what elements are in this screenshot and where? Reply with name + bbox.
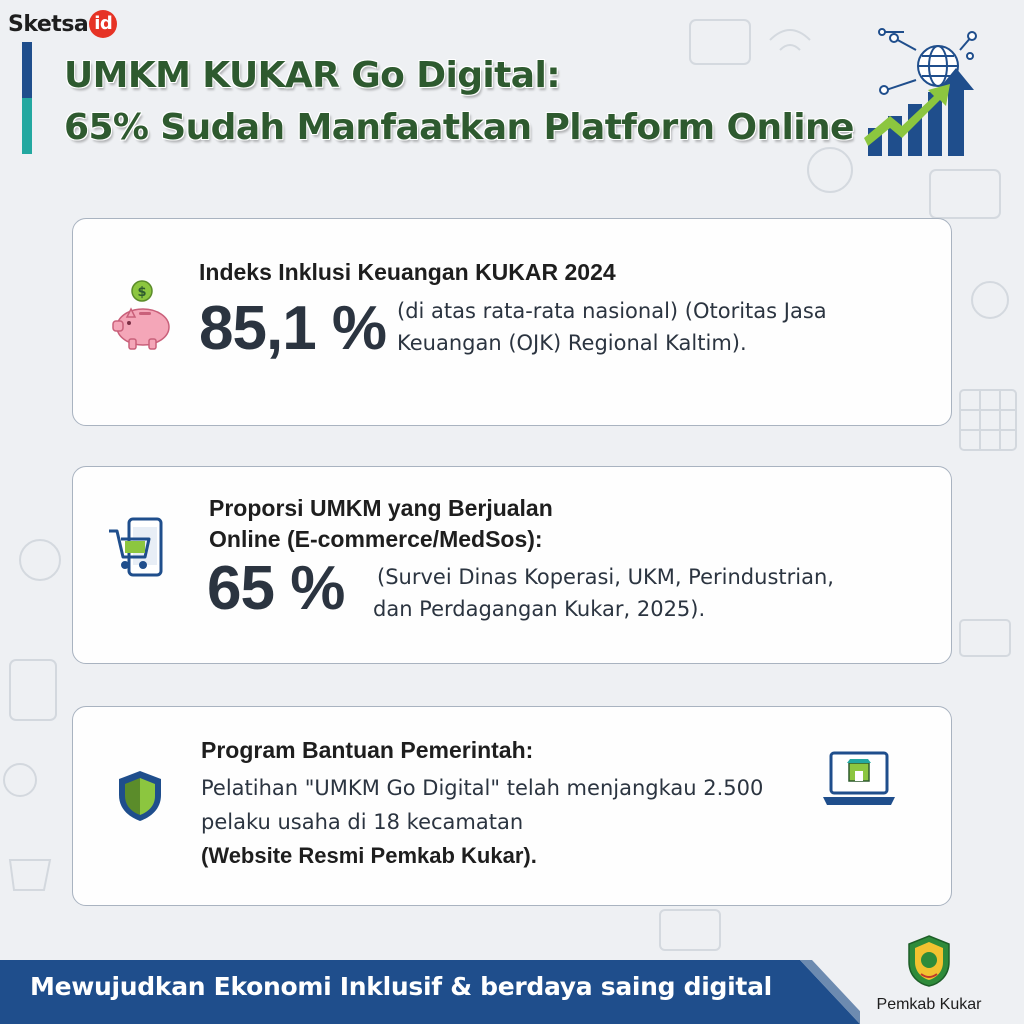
title-line-2: 65% Sudah Manfaatkan Platform Online bbox=[64, 107, 854, 148]
stat-note-line-2: Keuangan (OJK) Regional Kaltim). bbox=[397, 331, 747, 355]
program-line-2: pelaku usaha di 18 kecamatan bbox=[201, 810, 524, 834]
digital-growth-icon bbox=[860, 20, 980, 160]
laptop-store-icon bbox=[821, 751, 897, 809]
mobile-cart-icon bbox=[107, 517, 171, 583]
card-heading-line-1: Proporsi UMKM yang Berjualan bbox=[209, 495, 553, 521]
stat-value: 65 % bbox=[207, 554, 345, 623]
piggy-bank-icon bbox=[109, 279, 175, 351]
footer-tagline: Mewujudkan Ekonomi Inklusif & berdaya saing digital bbox=[30, 972, 772, 1001]
card-heading bbox=[209, 493, 553, 555]
government-program-card bbox=[72, 706, 952, 906]
title-line-1: UMKM KUKAR Go Digital: bbox=[64, 55, 561, 96]
svg-text:$: $ bbox=[137, 285, 147, 300]
stat-note bbox=[373, 561, 834, 625]
brand-suffix-badge: id bbox=[89, 10, 117, 38]
stat-note bbox=[397, 295, 827, 359]
shield-icon bbox=[117, 769, 163, 823]
page-title bbox=[64, 50, 854, 154]
card-heading: Indeks Inklusi Keuangan KUKAR 2024 bbox=[199, 259, 616, 285]
title-accent-bar bbox=[22, 42, 32, 154]
stat-note-line-1: (Survei Dinas Koperasi, UKM, Perindustrian, bbox=[377, 565, 834, 589]
brand-name: Sketsa bbox=[8, 11, 89, 37]
program-source bbox=[201, 839, 763, 873]
government-logo bbox=[864, 934, 994, 1014]
financial-inclusion-card bbox=[72, 218, 952, 426]
card-heading: Program Bantuan Pemerintah: bbox=[201, 737, 534, 763]
online-sellers-card bbox=[72, 466, 952, 664]
program-line-1: Pelatihan "UMKM Go Digital" telah menjangkau 2.500 bbox=[201, 776, 764, 800]
stat-value: 85,1 % bbox=[199, 294, 387, 363]
program-source-text: (Website Resmi Pemkab Kukar). bbox=[201, 843, 537, 868]
program-description bbox=[201, 771, 763, 873]
kukar-emblem-icon bbox=[907, 934, 951, 988]
card-heading-line-2: Online (E-commerce/MedSos): bbox=[209, 526, 543, 552]
government-label: Pemkab Kukar bbox=[876, 996, 982, 1013]
brand-logo bbox=[8, 10, 117, 38]
stat-note-line-1: (di atas rata-rata nasional) (Otoritas Jasa bbox=[397, 299, 827, 323]
stat-note-line-2: dan Perdagangan Kukar, 2025). bbox=[373, 597, 706, 621]
